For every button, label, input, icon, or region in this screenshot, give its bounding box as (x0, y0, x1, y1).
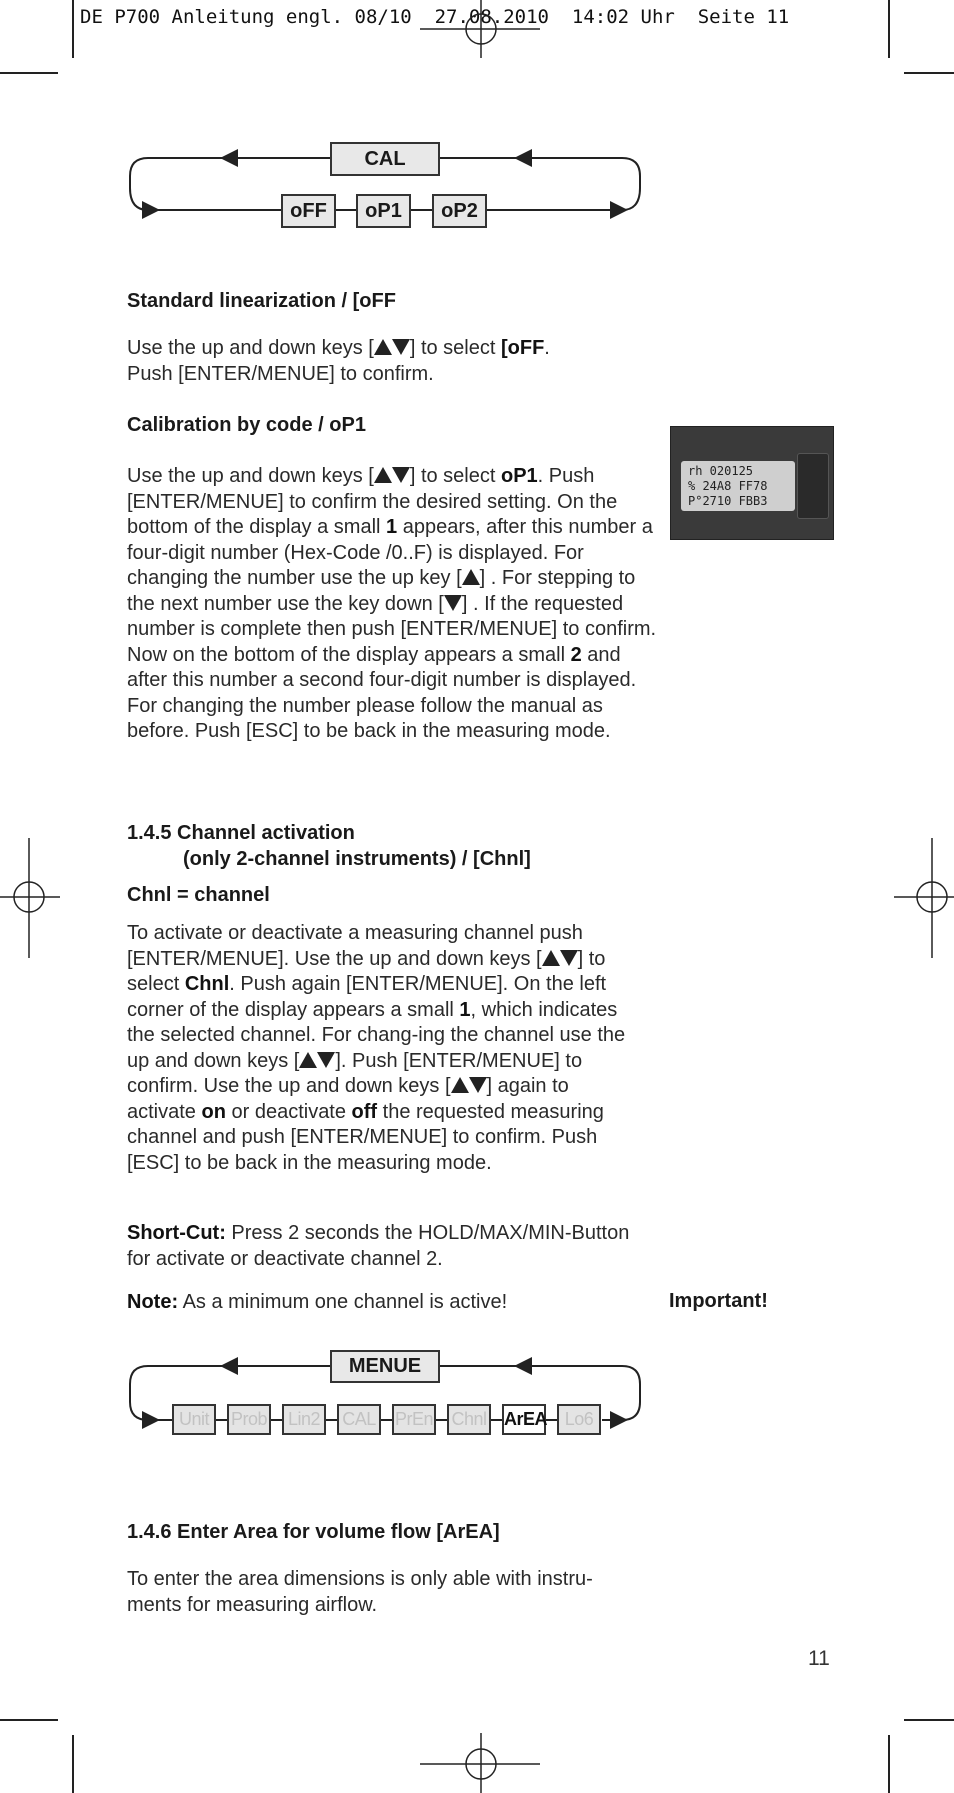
heading-channel-sub: (only 2-channel instruments) / [Chnl] (183, 848, 531, 870)
menue-item-prob: Prob (227, 1404, 271, 1435)
up-arrow-icon (299, 1052, 317, 1068)
up-arrow-icon (374, 467, 392, 483)
up-arrow-icon (451, 1077, 469, 1093)
paragraph-calibration-by-code: Use the up and down keys [ ] to select oP1. Push [ENTER/MENUE] to confirm the desired setting. On the bottom of the display a small 1 appears, after this number a four-digit number (Hex-Code /0..F) is displayed. For changing the number use the up key [ ] . For stepping to the next number use the key down [ ] . If the requested number is complete then push [ENTER/MENUE] to confirm. Now on the bottom of the display appears a small 2 and after this number a second four-digit number is displayed. For changing the number please follow the manual as before. Push [ESC] to be back in the measuring mode. (127, 465, 657, 742)
crop-mark (0, 72, 58, 74)
crop-mark (72, 0, 74, 58)
crop-mark (888, 0, 890, 58)
menue-item-area: ArEA (502, 1404, 546, 1435)
heading-channel-number: 1.4.5 Channel activation (127, 822, 355, 844)
menue-item-pren: PrEn (392, 1404, 436, 1435)
page-number: 11 (808, 1647, 830, 1670)
up-arrow-icon (462, 569, 480, 585)
up-arrow-icon (542, 950, 560, 966)
down-arrow-icon (317, 1052, 335, 1068)
down-arrow-icon (469, 1077, 487, 1093)
down-arrow-icon (560, 950, 578, 966)
display-screen (681, 461, 795, 511)
cal-title-box: CAL (330, 142, 440, 176)
down-arrow-icon (392, 339, 410, 355)
crop-mark (904, 72, 954, 74)
down-arrow-icon (392, 467, 410, 483)
down-arrow-icon (444, 595, 462, 611)
menue-item-lo6: Lo6 (557, 1404, 601, 1435)
menue-item-cal: CAL (337, 1404, 381, 1435)
menue-item-unit: Unit (172, 1404, 216, 1435)
cal-option-op2: oP2 (432, 194, 487, 228)
menue-item-chnl: Chnl (447, 1404, 491, 1435)
cal-option-off: oFF (281, 194, 336, 228)
crop-mark (888, 1735, 890, 1793)
heading-standard-linearization: Standard linearization / [oFF (127, 290, 396, 312)
display-line-1: rh 020125 (688, 464, 754, 478)
paragraph-enter-area: To enter the area dimensions is only able with instru-ments for measuring airflow. (127, 1568, 593, 1616)
crop-mark (904, 1719, 954, 1721)
registration-mark-top (420, 0, 540, 60)
page-header: DE P700 Anleitung engl. 08/10 27.08.2010 14:02 Uhr Seite 11 (80, 6, 790, 28)
display-photo (670, 426, 834, 540)
display-knob (797, 453, 829, 519)
paragraph-channel-activation: To activate or deactivate a measuring channel push [ENTER/MENUE]. Use the up and down keys [ ] to select Chnl. Push again [ENTER/MENUE]. On the left corner of the display appears a small 1, which indicates the selected channel. For chang-ing the channel use the up and down keys [ ]. Push [ENTER/MENUE] to confirm. Use the up and down keys [ ] again to activate on or deactivate off the requested measuring channel and push [ENTER/MENUE] to confirm. Push [ESC] to be back in the measuring mode. (127, 922, 626, 1174)
crop-mark (0, 1719, 58, 1721)
menue-item-lin2: Lin2 (282, 1404, 326, 1435)
crop-mark (72, 1735, 74, 1793)
important-label: Important! (669, 1290, 768, 1312)
paragraph-shortcut: Short-Cut: Press 2 seconds the HOLD/MAX/MIN-Button for activate or deactivate channel 2. (127, 1222, 630, 1270)
registration-mark-left (0, 838, 60, 958)
display-line-2: % 24A8 FF78 (688, 479, 768, 493)
subheading-chnl: Chnl = channel (127, 884, 270, 906)
up-arrow-icon (374, 339, 392, 355)
heading-enter-area: 1.4.6 Enter Area for volume flow [ArEA] (127, 1521, 500, 1543)
cal-option-op1: oP1 (356, 194, 411, 228)
heading-calibration-by-code: Calibration by code / oP1 (127, 414, 366, 436)
registration-mark-bottom (420, 1733, 540, 1793)
display-line-3: P°2710 FBB3 (688, 494, 768, 508)
registration-mark-right (894, 838, 954, 958)
paragraph-standard-linearization: Use the up and down keys [ ] to select [oFF. Push [ENTER/MENUE] to confirm. (127, 337, 550, 385)
heading-channel-activation (127, 820, 531, 872)
paragraph-note: Note: As a minimum one channel is active! (127, 1291, 508, 1313)
menue-title-box: MENUE (330, 1350, 440, 1383)
